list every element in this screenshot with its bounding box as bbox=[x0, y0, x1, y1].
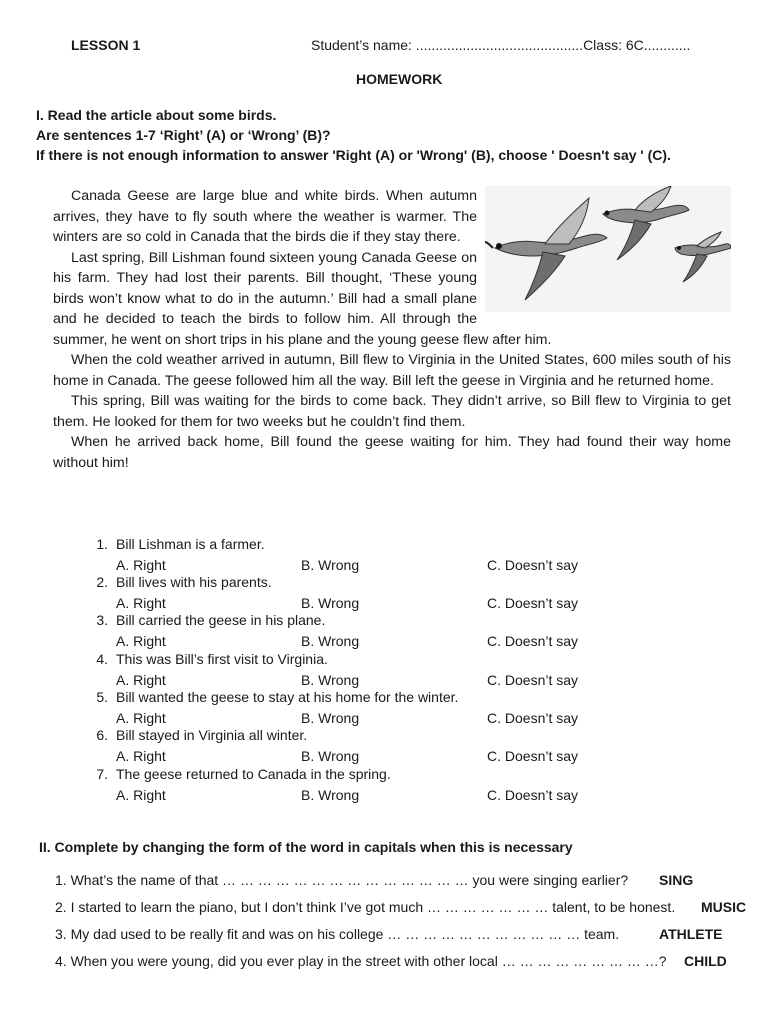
question-text: Bill stayed in Virginia all winter. bbox=[116, 727, 308, 743]
article-paragraph-4: This spring, Bill was waiting for the birds to come back. They didn’t arrive, so Bill flew to Virginia to get them. He looked for them for two weeks but he couldn’t find them. bbox=[53, 393, 731, 430]
section1-heading-3: If there is not enough information to answer 'Right (A) or 'Wrong' (B), choose ' Doesn't say ' (C). bbox=[36, 147, 671, 163]
student-name-class-line: Student’s name: ...........................................Class: 6C............ bbox=[311, 37, 691, 53]
question-number: 5. bbox=[96, 689, 108, 705]
option-b[interactable]: B. Wrong bbox=[301, 748, 360, 764]
question-text: Bill carried the geese in his plane. bbox=[116, 612, 326, 628]
option-c[interactable]: C. Doesn’t say bbox=[487, 672, 579, 688]
question-number: 4. bbox=[96, 651, 108, 667]
option-c[interactable]: C. Doesn’t say bbox=[487, 748, 579, 764]
fill-item-4-text: 4. When you were young, did you ever play in the street with other local … … … … … … … … …? bbox=[55, 953, 667, 969]
option-c[interactable]: C. Doesn’t say bbox=[487, 710, 579, 726]
lesson-label: LESSON 1 bbox=[71, 37, 141, 53]
option-b[interactable]: B. Wrong bbox=[301, 710, 360, 726]
fill-item-2-text: 2. I started to learn the piano, but I don’t think I’ve got much … … … … … … … talent, to be honest. bbox=[55, 899, 676, 915]
fill-item-4-word: CHILD bbox=[684, 953, 727, 969]
question-text: This was Bill’s first visit to Virginia. bbox=[116, 651, 328, 667]
page-title: HOMEWORK bbox=[356, 71, 443, 87]
option-a[interactable]: A. Right bbox=[116, 787, 166, 803]
option-b[interactable]: B. Wrong bbox=[301, 557, 360, 573]
option-a[interactable]: A. Right bbox=[116, 748, 166, 764]
section1-heading-2: Are sentences 1-7 ‘Right’ (A) or ‘Wrong’ (B)? bbox=[36, 127, 331, 143]
option-b[interactable]: B. Wrong bbox=[301, 672, 360, 688]
option-a[interactable]: A. Right bbox=[116, 710, 166, 726]
question-number: 2. bbox=[96, 574, 108, 590]
option-c[interactable]: C. Doesn’t say bbox=[487, 787, 579, 803]
question-text: Bill wanted the geese to stay at his home for the winter. bbox=[116, 689, 459, 705]
article-paragraph-2: Last spring, Bill Lishman found sixteen young Canada Geese on his farm. They had lost their parents. Bill thought, ‘These young birds won’t know what to do in the autumn.’ Bill had a small plane and he decided to teach the birds to follow him. All through the summer, he went on short trips in his plane and the young geese flew after him. bbox=[53, 249, 552, 348]
question-number: 1. bbox=[96, 536, 108, 552]
article bbox=[53, 186, 731, 473]
option-a[interactable]: A. Right bbox=[116, 672, 166, 688]
question-number: 7. bbox=[96, 766, 108, 782]
fill-item-3-word: ATHLETE bbox=[659, 926, 723, 942]
option-b[interactable]: B. Wrong bbox=[301, 633, 360, 649]
fill-item-2-word: MUSIC bbox=[701, 899, 747, 915]
question-text: Bill lives with his parents. bbox=[116, 574, 272, 590]
question-text: Bill Lishman is a farmer. bbox=[116, 536, 265, 552]
option-c[interactable]: C. Doesn’t say bbox=[487, 557, 579, 573]
question-number: 6. bbox=[96, 727, 108, 743]
option-a[interactable]: A. Right bbox=[116, 557, 166, 573]
option-a[interactable]: A. Right bbox=[116, 633, 166, 649]
question-number: 3. bbox=[96, 612, 108, 628]
option-a[interactable]: A. Right bbox=[116, 595, 166, 611]
option-b[interactable]: B. Wrong bbox=[301, 787, 360, 803]
option-c[interactable]: C. Doesn’t say bbox=[487, 595, 579, 611]
fill-item-1-word: SING bbox=[659, 872, 694, 888]
article-paragraph-1: Canada Geese are large blue and white birds. When autumn arrives, they have to fly south where the weather is warmer. The winters are so cold in Canada that the birds die if they stay there. bbox=[53, 188, 477, 245]
option-c[interactable]: C. Doesn’t say bbox=[487, 633, 579, 649]
flying-geese-icon bbox=[485, 186, 731, 312]
fill-item-3-text: 3. My dad used to be really fit and was on his college … … … … … … … … … … … team. bbox=[55, 926, 620, 942]
fill-item-1-text: 1. What’s the name of that … … … … … … … … … … … … … … you were singing earlier? bbox=[55, 872, 629, 888]
article-paragraph-3: When the cold weather arrived in autumn, Bill flew to Virginia in the United States, 600 miles south of his home in Canada. The geese followed him all the way. Bill left the geese in Virginia and he returned home. bbox=[53, 352, 731, 389]
section2-heading: II. Complete by changing the form of the word in capitals when this is necessary bbox=[39, 839, 573, 855]
article-paragraph-5: When he arrived back home, Bill found the geese waiting for him. They had found their way home without him! bbox=[53, 434, 731, 471]
section1-heading-1: I. Read the article about some birds. bbox=[36, 107, 277, 123]
option-b[interactable]: B. Wrong bbox=[301, 595, 360, 611]
question-text: The geese returned to Canada in the spring. bbox=[116, 766, 391, 782]
